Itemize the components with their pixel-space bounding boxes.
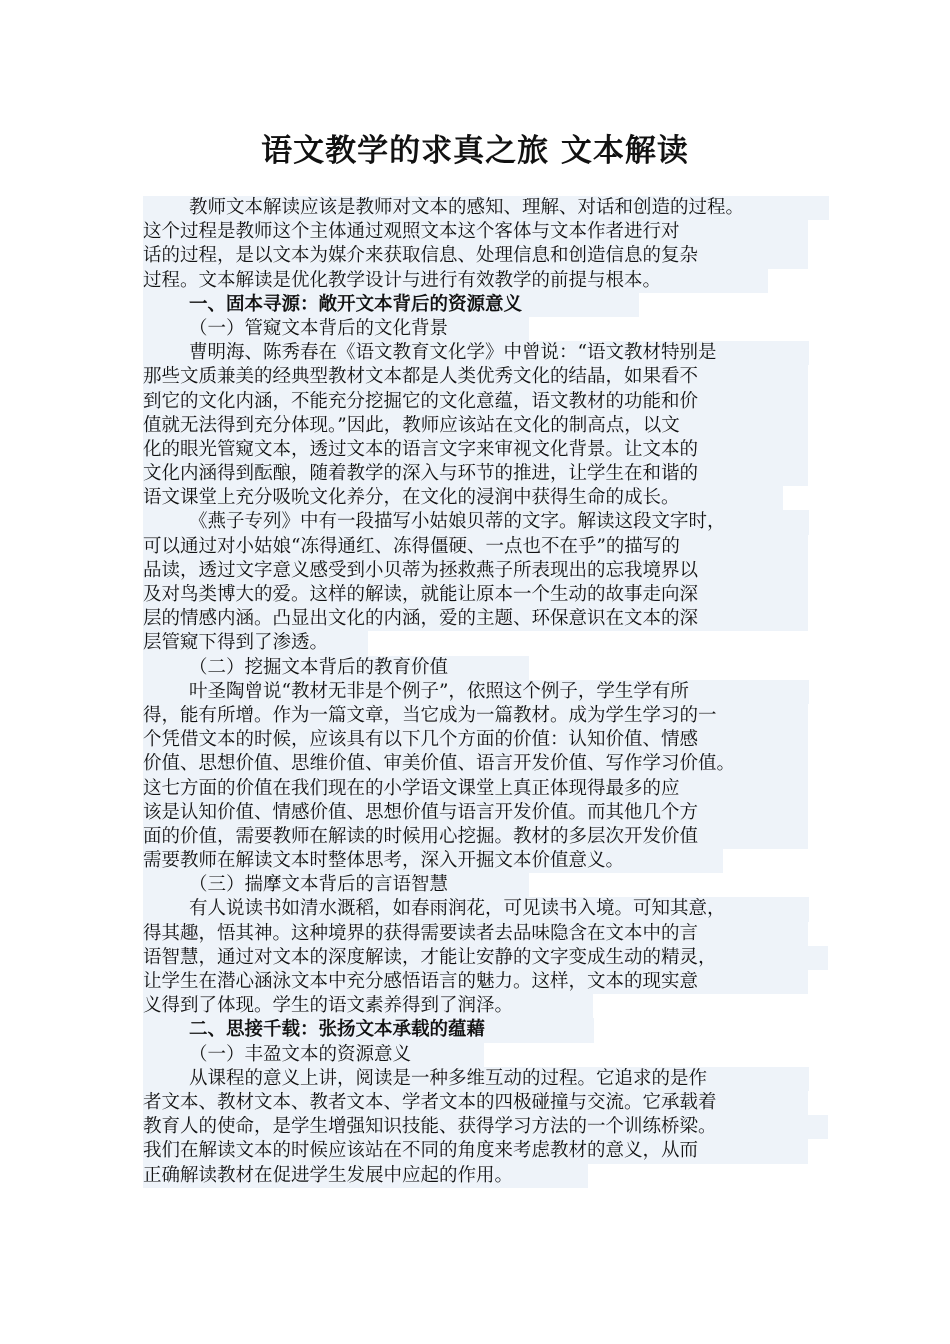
- paragraph-line: 有人说读书如清水溉稻，如春雨润花，可见读书入境。可知其意，: [143, 897, 809, 921]
- paragraph-line: 得，能有所增。作为一篇文章，当它成为一篇教材。成为学生学习的一: [143, 704, 808, 728]
- paragraph-line: 价值、思想价值、思维价值、审美价值、语言开发价值、写作学习价值。: [143, 752, 808, 776]
- subsection-heading: （二）挖掘文本背后的教育价值: [143, 656, 529, 680]
- document-body: [143, 196, 833, 1188]
- paragraph-line: 值就无法得到充分体现。”因此，教师应该站在文化的制高点，以文: [143, 414, 808, 438]
- paragraph-line: 层管窥下得到了渗透。: [143, 631, 368, 655]
- paragraph-line: 及对鸟类博大的爱。这样的解读，就能让原本一个生动的故事走向深: [143, 583, 808, 607]
- paragraph-line: 让学生在潜心涵泳文本中充分感悟语言的魅力。这样，文本的现实意: [143, 970, 808, 994]
- paragraph-line: 这个过程是教师这个主体通过观照文本这个客体与文本作者进行对: [143, 220, 808, 244]
- paragraph-line: 得其趣，悟其神。这种境界的获得需要读者去品味隐含在文本中的言: [143, 922, 808, 946]
- paragraph-line: 过程。文本解读是优化教学设计与进行有效教学的前提与根本。: [143, 269, 768, 293]
- paragraph-line: 需要教师在解读文本时整体思考，深入开掘文本价值意义。: [143, 849, 723, 873]
- document-title: 语文教学的求真之旅 文本解读: [261, 133, 689, 169]
- paragraph-line: 正确解读教材在促进学生发展中应起的作用。: [143, 1164, 588, 1188]
- paragraph-line: 到它的文化内涵，不能充分挖掘它的文化意蕴，语文教材的功能和价: [143, 390, 808, 414]
- paragraph-line: 义得到了体现。学生的语文素养得到了润泽。: [143, 994, 593, 1018]
- paragraph-line: 可以通过对小姑娘“冻得通红、冻得僵硬、一点也不在乎”的描写的: [143, 535, 808, 559]
- paragraph-line: 我们在解读文本的时候应该站在不同的角度来考虑教材的意义，从而: [143, 1139, 808, 1163]
- paragraph-line: 《燕子专列》中有一段描写小姑娘贝蒂的文字。解读这段文字时，: [143, 510, 809, 534]
- paragraph-line: 叶圣陶曾说“教材无非是个例子”，依照这个例子，学生学有所: [143, 680, 809, 704]
- paragraph-line: 面的价值，需要教师在解读的时候用心挖掘。教材的多层次开发价值: [143, 825, 808, 849]
- paragraph-line: 语智慧，通过对文本的深度解读，才能让安静的文字变成生动的精灵，: [143, 946, 828, 970]
- paragraph-line: 那些文质兼美的经典型教材文本都是人类优秀文化的结晶，如果看不: [143, 365, 808, 389]
- section-heading: 一、固本寻源：敞开文本背后的资源意义: [143, 293, 639, 317]
- paragraph-line: 语文课堂上充分吸吮文化养分，在文化的浸润中获得生命的成长。: [143, 486, 783, 510]
- paragraph-line: 教师文本解读应该是教师对文本的感知、理解、对话和创造的过程。: [143, 196, 829, 220]
- paragraph-line: 化的眼光管窥文本，透过文本的语言文字来审视文化背景。让文本的: [143, 438, 808, 462]
- subsection-heading: （三）揣摩文本背后的言语智慧: [143, 873, 529, 897]
- subsection-heading: （一）管窥文本背后的文化背景: [143, 317, 529, 341]
- subsection-heading: （一）丰盈文本的资源意义: [143, 1043, 484, 1067]
- paragraph-line: 者文本、教材文本、教者文本、学者文本的四极碰撞与交流。它承载着: [143, 1091, 808, 1115]
- paragraph-line: 品读，透过文字意义感受到小贝蒂为拯救燕子所表现出的忘我境界以: [143, 559, 808, 583]
- paragraph-line: 这七方面的价值在我们现在的小学语文课堂上真正体现得最多的应: [143, 777, 808, 801]
- paragraph-line: 文化内涵得到酝酿，随着教学的深入与环节的推进，让学生在和谐的: [143, 462, 808, 486]
- paragraph-line: 个凭借文本的时候，应该具有以下几个方面的价值：认知价值、情感: [143, 728, 808, 752]
- paragraph-line: 层的情感内涵。凸显出文化的内涵，爱的主题、环保意识在文本的深: [143, 607, 808, 631]
- paragraph-line: 教育人的使命，是学生增强知识技能、获得学习方法的一个训练桥梁。: [143, 1115, 828, 1139]
- section-heading: 二、思接千载：张扬文本承载的蕴藉: [143, 1018, 594, 1042]
- paragraph-line: 该是认知价值、情感价值、思想价值与语言开发价值。而其他几个方: [143, 801, 808, 825]
- paragraph-line: 从课程的意义上讲，阅读是一种多维互动的过程。它追求的是作: [143, 1067, 809, 1091]
- paragraph-line: 曹明海、陈秀春在《语文教育文化学》中曾说：“语文教材特别是: [143, 341, 809, 365]
- paragraph-line: 话的过程，是以文本为媒介来获取信息、处理信息和创造信息的复杂: [143, 244, 808, 268]
